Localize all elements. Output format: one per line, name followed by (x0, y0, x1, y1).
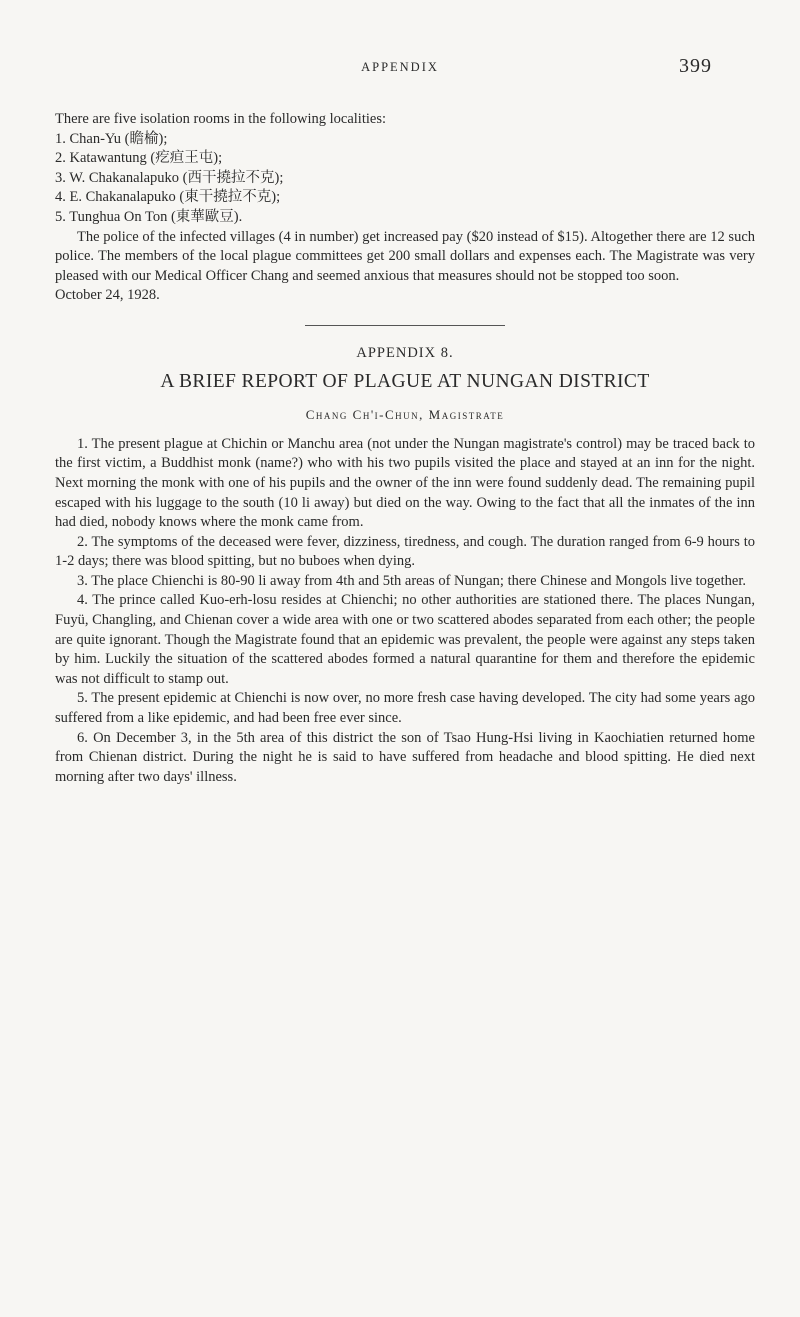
isolation-rooms-intro: There are five isolation rooms in the following localities: (55, 111, 386, 127)
section-divider (305, 325, 505, 326)
police-paragraph: The police of the infected villages (4 in number) get increased pay ($20 instead of $15). Altogether there are 12 such police. The members of the local plague committees get 200 small dollars and expenses each. The Magistrate was very pleased with our Medical Officer Chang and seemed anxious that measures should not be stopped too soon. (55, 228, 755, 284)
localities-list (55, 130, 755, 228)
report-author: Chang Ch'i-Chun, Magistrate (305, 407, 505, 423)
list-item: 2. Katawantung (疙疸王屯); (55, 150, 223, 167)
page-body (55, 110, 755, 787)
list-item: 3. W. Chakanalapuko (西干撓拉不克); (55, 169, 284, 186)
report-paragraph-5: 5. The present epidemic at Chienchi is now over, no more fresh case having developed. The city had some years ago suffered from a like epidemic, and had been free ever since. (55, 690, 755, 727)
report-paragraph-1: 1. The present plague at Chichin or Manchu area (not under the Nungan magistrate's control) may be traced back to the first victim, a Buddhist monk (name?) who with his two pupils visited the place and stayed at an inn for the night. Next morning the monk with one of his pupils and the owner of the inn were found suddenly dead. The remaining pupil escaped with his luggage to the south (10 li away) but died on the way. Owing to the fact that all the inmates of the inn had died, nobody knows where the monk came from. (55, 435, 755, 531)
report-paragraph-2: 2. The symptoms of the deceased were fever, dizziness, tiredness, and cough. The duration ranged from 6-9 hours to 1-2 days; there was blood spitting, but no buboes when dying. (55, 533, 755, 570)
report-paragraph-4: 4. The prince called Kuo-erh-losu resides at Chienchi; no other authorities are stationed there. The places Nungan, Fuyü, Changling, and Chienan cover a wide area with one or two scattered abodes separated from each other; the people are quite ignorant. Though the Magistrate found that an epidemic was prevalent, the people were against any steps taken by him. Luckily the situation of the scattered abodes formed a natural quarantine for them and therefore the epidemic was not difficult to stamp out. (55, 592, 755, 687)
list-item: 4. E. Chakanalapuko (東干撓拉不克); (55, 189, 281, 206)
page-number: 399 (679, 55, 712, 77)
report-title: A BRIEF REPORT OF PLAGUE AT NUNGAN DISTRICT (160, 370, 650, 392)
list-item: 1. Chan-Yu (瞻榆); (55, 130, 168, 147)
report-date: October 24, 1928. (55, 287, 160, 304)
report-paragraph-3: 3. The place Chienchi is 80-90 li away from 4th and 5th areas of Nungan; there Chinese and Mongols live together. (77, 572, 746, 589)
report-paragraph-6: 6. On December 3, in the 5th area of this district the son of Tsao Hung-Hsi living in Kaochiatien returned home from Chienan district. During the night he is said to have suffered from headache and blood spitting. He died next morning after two days' illness. (55, 729, 755, 785)
running-head: APPENDIX (361, 60, 439, 74)
appendix-label: APPENDIX 8. (356, 344, 454, 361)
list-item: 5. Tunghua On Ton (東華歐豆). (55, 208, 243, 225)
